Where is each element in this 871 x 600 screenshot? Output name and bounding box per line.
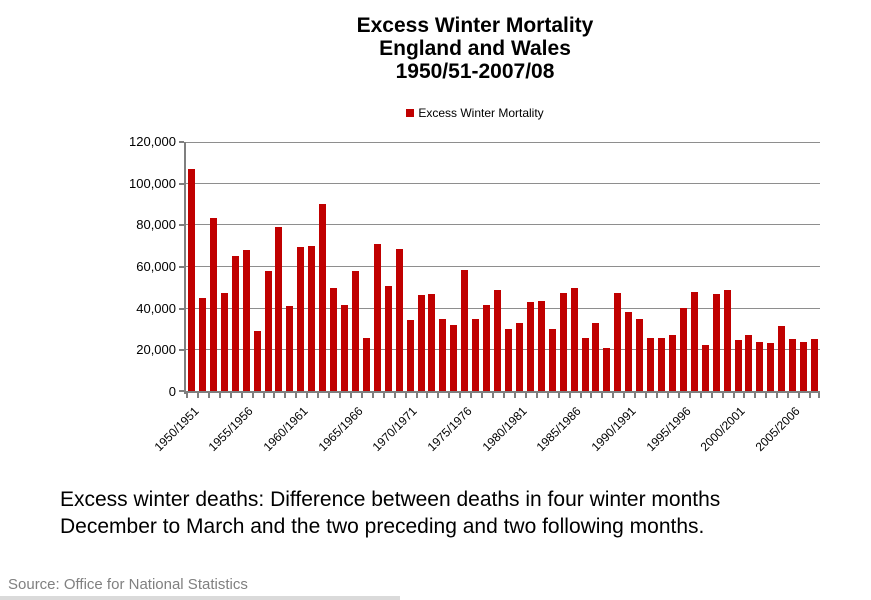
- bar: [352, 271, 359, 391]
- bar: [735, 340, 742, 391]
- caption-line-1: Excess winter deaths: Difference between deaths in four winter months: [60, 488, 721, 511]
- x-axis-line: [184, 391, 820, 393]
- bar: [472, 319, 479, 391]
- bar: [439, 319, 446, 391]
- x-axis-label: 1950/1951: [151, 404, 202, 455]
- bar: [691, 292, 698, 391]
- x-tick: [416, 393, 418, 398]
- y-tick: [179, 224, 184, 226]
- bar: [603, 348, 610, 391]
- bar: [745, 335, 752, 391]
- x-axis-label: 1960/1961: [260, 404, 311, 455]
- bar: [658, 338, 665, 391]
- bar: [494, 290, 501, 391]
- chart-title-line-2: England and Wales: [379, 37, 571, 60]
- bar: [527, 302, 534, 391]
- x-tick: [186, 393, 188, 398]
- x-tick: [503, 393, 505, 398]
- x-tick: [317, 393, 319, 398]
- bar: [614, 293, 621, 391]
- x-tick: [536, 393, 538, 398]
- bar: [680, 308, 687, 391]
- chart-plot-area: [129, 134, 820, 455]
- bar: [319, 204, 326, 392]
- x-tick: [459, 393, 461, 398]
- bar: [625, 312, 632, 391]
- x-tick: [230, 393, 232, 398]
- x-tick: [547, 393, 549, 398]
- x-tick: [601, 393, 603, 398]
- x-axis-label: 1970/1971: [369, 404, 420, 455]
- bar: [582, 338, 589, 391]
- bar: [483, 305, 490, 391]
- y-axis-line: [184, 142, 186, 394]
- y-axis-label: 120,000: [129, 134, 176, 149]
- y-tick: [179, 390, 184, 392]
- caption-line-2: December to March and the two preceding and two following months.: [60, 515, 705, 538]
- y-tick: [179, 141, 184, 143]
- bar: [188, 169, 195, 391]
- x-tick: [284, 393, 286, 398]
- x-tick: [645, 393, 647, 398]
- bar: [636, 319, 643, 391]
- x-tick: [798, 393, 800, 398]
- x-tick: [623, 393, 625, 398]
- x-tick: [208, 393, 210, 398]
- x-tick: [426, 393, 428, 398]
- x-tick: [590, 393, 592, 398]
- bar: [363, 338, 370, 391]
- bar: [254, 331, 261, 391]
- bar: [221, 293, 228, 391]
- x-tick: [667, 393, 669, 398]
- y-tick: [179, 349, 184, 351]
- gridline: [186, 224, 820, 225]
- bar: [756, 342, 763, 391]
- x-tick: [776, 393, 778, 398]
- x-tick: [448, 393, 450, 398]
- x-tick: [197, 393, 199, 398]
- x-tick: [306, 393, 308, 398]
- x-axis-label: 1985/1986: [533, 404, 584, 455]
- bar: [275, 227, 282, 391]
- x-tick: [722, 393, 724, 398]
- x-tick: [514, 393, 516, 398]
- x-tick: [295, 393, 297, 398]
- bar: [428, 294, 435, 391]
- bar: [811, 339, 818, 391]
- bar: [461, 270, 468, 391]
- x-axis-label: 1995/1996: [643, 404, 694, 455]
- x-tick: [328, 393, 330, 398]
- x-tick: [656, 393, 658, 398]
- x-tick: [765, 393, 767, 398]
- bar: [592, 323, 599, 391]
- chart-title-line-1: Excess Winter Mortality: [356, 14, 594, 37]
- chart-caption: [60, 486, 855, 540]
- gridline: [186, 142, 820, 143]
- x-tick: [809, 393, 811, 398]
- x-tick: [241, 393, 243, 398]
- bar: [647, 338, 654, 391]
- bar: [243, 250, 250, 391]
- x-tick: [405, 393, 407, 398]
- x-axis-label: 1975/1976: [424, 404, 475, 455]
- bar: [199, 298, 206, 391]
- bar: [669, 335, 676, 391]
- x-tick: [492, 393, 494, 398]
- x-tick: [754, 393, 756, 398]
- bar: [232, 256, 239, 391]
- x-tick: [394, 393, 396, 398]
- x-tick: [634, 393, 636, 398]
- x-tick: [818, 393, 820, 398]
- bar: [385, 286, 392, 391]
- bar: [418, 295, 425, 391]
- source-note: Source: Office for National Statistics: [8, 576, 248, 593]
- y-tick: [179, 183, 184, 185]
- bar: [450, 325, 457, 391]
- x-axis-label: 1980/1981: [479, 404, 530, 455]
- x-tick: [525, 393, 527, 398]
- x-tick: [689, 393, 691, 398]
- x-tick: [580, 393, 582, 398]
- x-tick: [743, 393, 745, 398]
- x-axis-label: 1990/1991: [588, 404, 639, 455]
- y-axis-label: 20,000: [136, 342, 176, 358]
- bar: [505, 329, 512, 392]
- x-tick: [273, 393, 275, 398]
- bar: [560, 293, 567, 391]
- chart-legend: [80, 106, 870, 120]
- bar: [341, 305, 348, 391]
- x-tick: [558, 393, 560, 398]
- bar: [330, 288, 337, 391]
- bar: [800, 342, 807, 391]
- x-tick: [470, 393, 472, 398]
- x-tick: [219, 393, 221, 398]
- bar: [297, 247, 304, 391]
- bar: [778, 326, 785, 391]
- x-tick: [350, 393, 352, 398]
- y-axis-label: 60,000: [136, 259, 176, 274]
- y-axis-label: 100,000: [129, 175, 176, 191]
- bar: [308, 246, 315, 391]
- x-tick: [678, 393, 680, 398]
- legend-marker-icon: [406, 109, 414, 117]
- y-axis-label: 40,000: [136, 300, 176, 316]
- x-tick: [700, 393, 702, 398]
- bar: [265, 271, 272, 391]
- x-tick: [569, 393, 571, 398]
- bar: [374, 244, 381, 391]
- bar: [516, 323, 523, 391]
- x-tick: [787, 393, 789, 398]
- x-tick: [437, 393, 439, 398]
- x-tick: [252, 393, 254, 398]
- bar: [789, 339, 796, 391]
- x-tick: [383, 393, 385, 398]
- x-tick: [339, 393, 341, 398]
- gridline: [186, 183, 820, 184]
- x-tick: [481, 393, 483, 398]
- bottom-edge-strip: [0, 596, 400, 600]
- legend-label: Excess Winter Mortality: [418, 106, 544, 120]
- bar: [549, 329, 556, 392]
- bar: [571, 288, 578, 391]
- bar: [407, 320, 414, 391]
- bar: [713, 294, 720, 391]
- chart-title-line-3: 1950/51-2007/08: [395, 60, 555, 83]
- chart-title: [80, 14, 870, 83]
- y-tick: [179, 308, 184, 310]
- bar: [724, 290, 731, 391]
- bar: [210, 218, 217, 391]
- x-axis-label: 2000/2001: [697, 404, 748, 455]
- bar: [702, 345, 709, 391]
- bar: [396, 249, 403, 391]
- y-axis-label: 0: [168, 384, 176, 399]
- bar: [538, 301, 545, 391]
- x-tick: [711, 393, 713, 398]
- x-tick: [263, 393, 265, 398]
- x-axis-label: 1965/1966: [315, 404, 366, 455]
- x-tick: [733, 393, 735, 398]
- y-tick: [179, 266, 184, 268]
- bar: [286, 306, 293, 391]
- x-tick: [372, 393, 374, 398]
- x-tick: [361, 393, 363, 398]
- x-axis-label: 1955/1956: [206, 404, 257, 455]
- y-axis-label: 80,000: [136, 217, 176, 233]
- x-tick: [612, 393, 614, 398]
- bar: [767, 343, 774, 391]
- x-axis-label: 2005/2006: [752, 404, 803, 455]
